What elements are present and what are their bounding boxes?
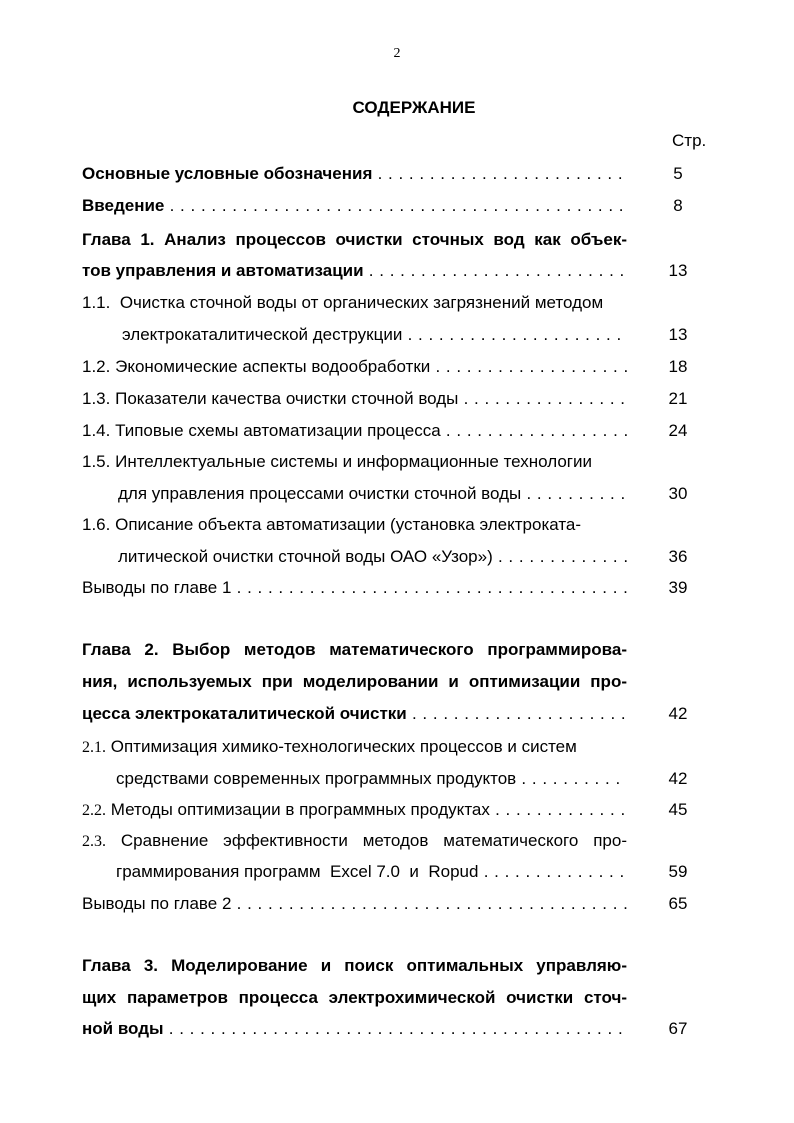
- toc-section-1-1-line2: электрокаталитической деструкции . . .: [122, 323, 627, 347]
- toc-page: 45: [668, 800, 688, 819]
- toc-page: 18: [668, 357, 688, 376]
- toc-section-1-6-line1: 1.6. Описание объекта автоматизации (установка электроката-: [82, 515, 582, 534]
- toc-chapter-2-line2: ния, используемых при моделировании и оптимизации про-: [82, 672, 627, 691]
- toc-page: 5: [673, 164, 683, 183]
- toc-page: 42: [668, 704, 688, 723]
- toc-section-1-5-line1: 1.5. Интеллектуальные системы и информационные технологии: [82, 452, 592, 471]
- toc-section-2-1-line1: 2.1. Оптимизация химико-технологических процессов и систем: [82, 737, 577, 756]
- toc-page: 21: [668, 389, 688, 408]
- toc-conclusions-2: Выводы по главе 2 . . .: [82, 892, 627, 916]
- toc-conclusions-1: Выводы по главе 1 . . .: [82, 576, 627, 600]
- toc-page: 30: [668, 484, 688, 503]
- toc-section-1-1-line1: 1.1. Очистка сточной воды от органических загрязнений методом: [82, 293, 604, 312]
- toc-section-2-3-line1: 2.3. Сравнение эффективности методов математического про-: [82, 831, 627, 850]
- toc-section-2-3-line2: граммирования программ Excel 7.0 и Ropud . . .: [116, 860, 627, 884]
- toc-chapter-3-line3: ной воды . . .: [82, 1017, 627, 1041]
- toc-section-1-2: 1.2. Экономические аспекты водообработки . . .: [82, 355, 627, 379]
- toc-page: 36: [668, 547, 688, 566]
- toc-page: 59: [668, 862, 688, 881]
- toc-page: 42: [668, 769, 688, 788]
- toc-chapter-2-line3: цесса электрокаталитической очистки . . .: [82, 702, 627, 726]
- toc-section-1-4: 1.4. Типовые схемы автоматизации процесса . . .: [82, 419, 627, 443]
- toc-section-2-1-line2: средствами современных программных продуктов . . .: [116, 767, 627, 791]
- toc-section-1-3: 1.3. Показатели качества очистки сточной воды . . .: [82, 387, 627, 411]
- page-column-label: Стр.: [672, 131, 707, 150]
- toc-chapter-2-line1: Глава 2. Выбор методов математического программирова-: [82, 640, 627, 659]
- page-title: СОДЕРЖАНИЕ: [352, 98, 476, 117]
- toc-chapter-3-line2: щих параметров процесса электрохимической очистки сточ-: [82, 988, 627, 1007]
- toc-page: 24: [668, 421, 688, 440]
- toc-page: 65: [668, 894, 688, 913]
- toc-section-1-6-line2: литической очистки сточной воды ОАО «Узор») . . .: [118, 545, 627, 569]
- toc-entry-introduction: Введение . . .: [82, 194, 627, 218]
- toc-section-1-5-line2: для управления процессами очистки сточной воды . . .: [118, 482, 627, 506]
- toc-chapter-1-line1: Глава 1. Анализ процессов очистки сточных вод как объек-: [82, 230, 627, 249]
- toc-page: 8: [673, 196, 683, 215]
- toc-section-2-2: 2.2. Методы оптимизации в программных продуктах . . .: [82, 798, 627, 822]
- toc-chapter-3-line1: Глава 3. Моделирование и поиск оптимальных управляю-: [82, 956, 627, 975]
- page-number: 2: [393, 46, 401, 61]
- toc-page: 67: [668, 1019, 688, 1038]
- toc-page: 13: [668, 325, 688, 344]
- toc-chapter-1-line2: тов управления и автоматизации . . .: [82, 259, 627, 283]
- toc-page: 13: [668, 261, 688, 280]
- toc-page: 39: [668, 578, 688, 597]
- toc-entry-notation: Основные условные обозначения . . .: [82, 162, 627, 186]
